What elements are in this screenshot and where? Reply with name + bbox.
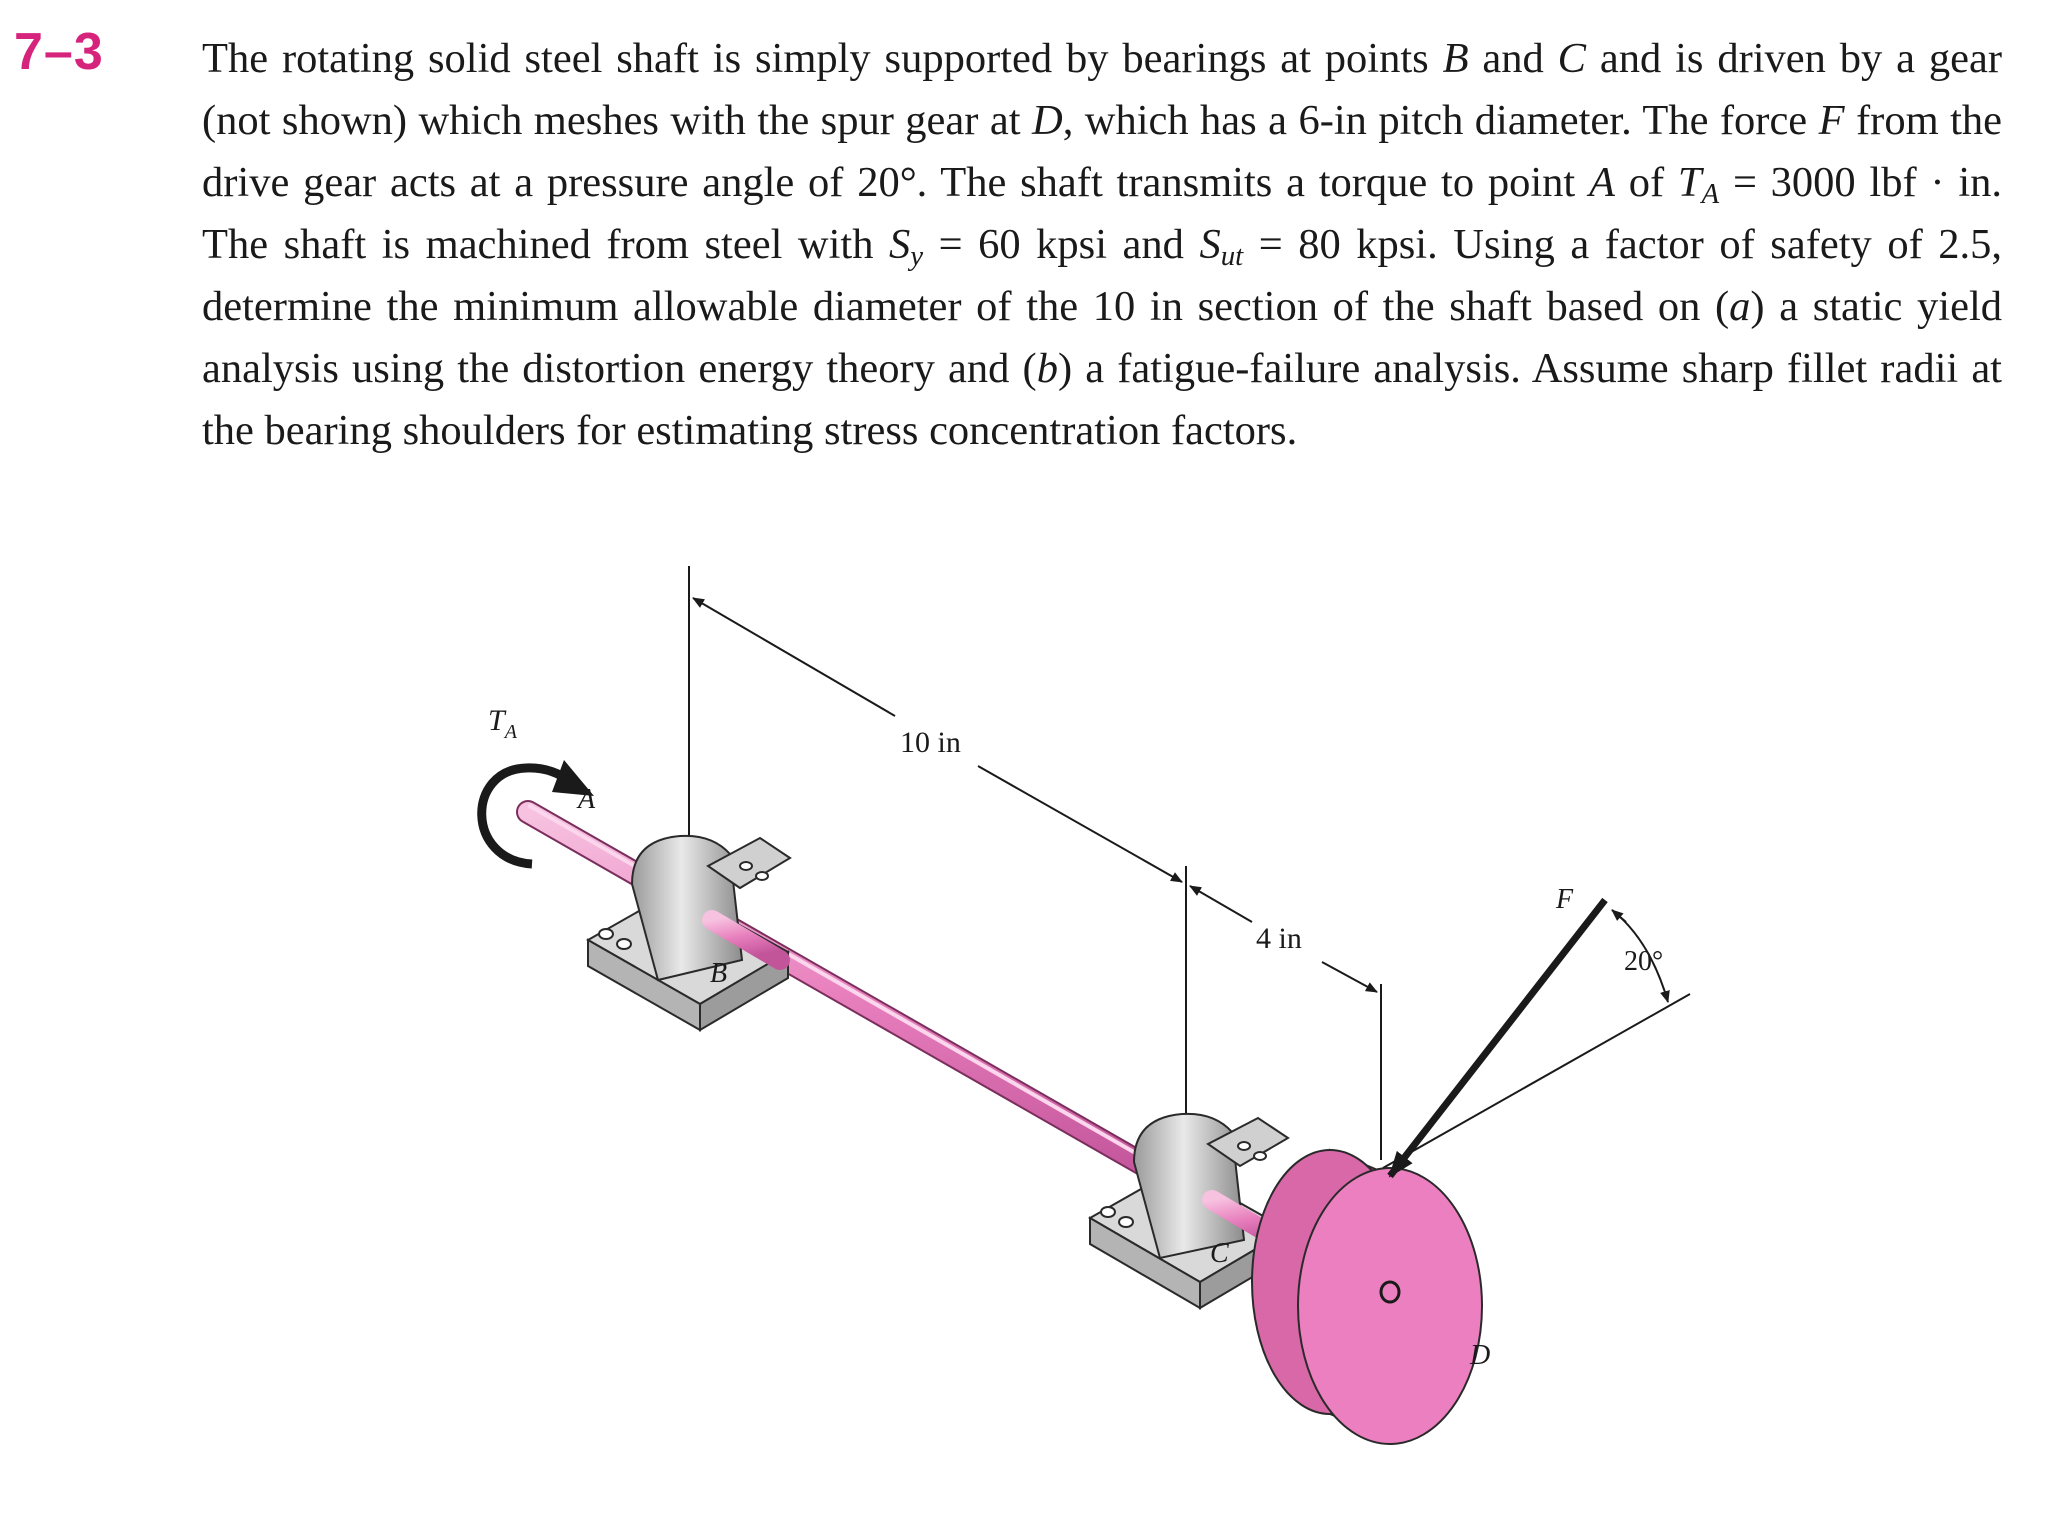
label-d: D <box>1470 1340 1491 1371</box>
angle-reference-line <box>1383 994 1690 1168</box>
dim-line-4in-b <box>1322 962 1377 992</box>
torque-label: $T_A$ <box>488 704 517 743</box>
problem-statement: The rotating solid steel shaft is simply supported by bearings at points B and C and is driven by a gear (not shown) which meshes with the spur gear at D, which has a 6-in pitch diameter. The force F from the drive gear acts at a pressure angle of 20°. The shaft transmits a torque to point A of $T_A = 3000$ lbf · in. The shaft is machined from steel with $S_y = 60$ kpsi and $S_{ut} = 80$ kpsi. Using a factor of safety of 2.5, determine the minimum allowable diameter of the 10 in section of the shaft based on (a) a static yield analysis using the distortion energy theory and (b) a fatigue-failure analysis. Assume sharp fillet radii at the bearing shoulders for estimating stress concentration factors. <box>202 35 2003 454</box>
dim-line-10in-a <box>693 598 895 716</box>
dim-line-10in-b <box>978 766 1182 882</box>
label-a: A <box>578 784 596 815</box>
label-b: B <box>710 958 728 989</box>
label-f: F <box>1556 884 1574 915</box>
dim-label-4in: 4 in <box>1256 922 1302 955</box>
force-f-arrow <box>1390 900 1605 1176</box>
dim-label-10in: 10 in <box>900 726 961 759</box>
gear-d <box>1252 1150 1482 1444</box>
label-c: C <box>1210 1238 1229 1269</box>
dimension-lines <box>689 566 1690 1168</box>
angle-label: 20° <box>1624 946 1664 977</box>
dim-line-4in-a <box>1190 886 1252 922</box>
problem-number: 7–3 <box>14 23 104 81</box>
